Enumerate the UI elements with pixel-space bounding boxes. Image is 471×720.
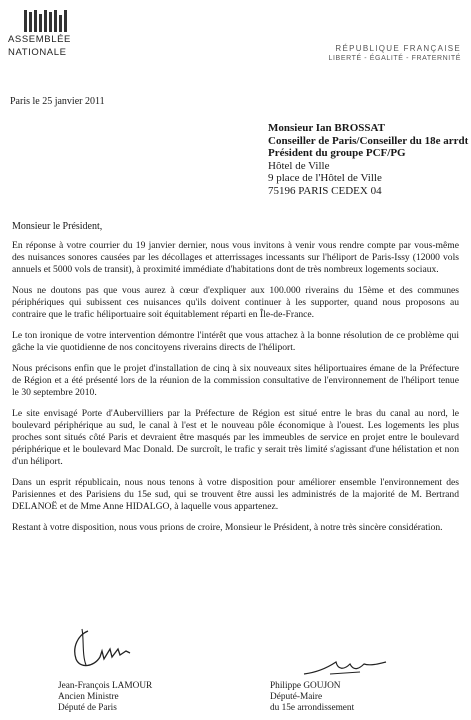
institution-line1: ASSEMBLÉE — [8, 34, 71, 45]
paragraph: Dans un esprit républicain, nous nous tenons à votre disposition pour améliorer ensemble l'environnement des Parisiennes et des Parisiens du 15e sud, qui se trouvent être aussi les administrés de la majorité de M. Bertrand DELANOË et de Mme Anne HIDALGO, à laquelle vous appartenez. — [12, 477, 459, 512]
signatory-title: Député de Paris — [58, 703, 117, 713]
logo-bars-icon — [24, 10, 88, 32]
signatory-title: Ancien Ministre — [58, 692, 119, 702]
recipient-line: Conseiller de Paris/Conseiller du 18e arrdt — [268, 134, 469, 147]
signatory-name: Jean-François LAMOUR — [58, 681, 153, 691]
paragraph: Nous ne doutons pas que vous aurez à cœur d'expliquer aux 100.000 riverains du 15ème et des communes périphériques qui subissent ces nuisances qu'ils doivent continuer à les supporter, quand nous proposons au contraire que le trafic héliportuaire soit équitablement réparti en Île-de-France. — [12, 285, 459, 320]
paragraph: Le site envisagé Porte d'Aubervilliers par la Préfecture de Région est situé entre le bras du canal au nord, le boulevard périphérique au sud, le canal à l'est et le nouveau pôle économique à l'ouest. Les logements les plus proches sont situés côté Paris et devraient être masqués par les immeubles de service en projet entre le boulevard périphérique et le boulevard Mac Donald. De surcroît, le trafic y serait très limité s'agissant d'une hélistation et non d'un héliport. — [12, 408, 459, 467]
recipient-line: 75196 PARIS CEDEX 04 — [268, 184, 382, 197]
republique-label: RÉPUBLIQUE FRANÇAISE — [335, 44, 461, 53]
institution-line2: NATIONALE — [8, 47, 67, 58]
recipient-line: Hôtel de Ville — [268, 159, 330, 172]
recipient-block — [268, 122, 468, 197]
signatory-title: du 15e arrondissement — [270, 703, 355, 713]
recipient-line: Président du groupe PCF/PG — [268, 147, 406, 159]
recipient-line: Monsieur Ian BROSSAT — [268, 122, 385, 134]
republique-header — [329, 44, 461, 62]
signatory-goujon — [270, 681, 380, 714]
signatory-name: Philippe GOUJON — [270, 681, 341, 691]
assemblee-logo — [8, 10, 88, 58]
devise-label: LIBERTÉ - ÉGALITÉ - FRATERNITÉ — [328, 55, 461, 62]
signatory-lamour — [58, 681, 178, 714]
paragraph: Le ton ironique de votre intervention démontre l'intérêt que vous attachez à la bonne résolution de ce problème qui gâche la vie quotidienne de nos concitoyens riverains directs de l'héliport. — [12, 330, 459, 353]
paragraph: En réponse à votre courrier du 19 janvier dernier, nous vous invitons à venir vous rendre compte par vous-même des nuisances sonores causées par les décollages et atterrissages incessants sur l'héliport de Paris-Issy (12000 vols annuels et 5000 vols de transit), à proximité immédiate d'habitations dont de très nombreux logements sociaux. — [12, 240, 459, 275]
signature-lamour — [66, 625, 136, 675]
paragraph: Restant à votre disposition, nous vous prions de croire, Monsieur le Président, à notre très sincère considération. — [12, 522, 443, 533]
recipient-line: 9 place de l'Hôtel de Ville — [268, 172, 382, 184]
paragraph: Nous précisons enfin que le projet d'installation de cinq à six nouveaux sites héliportuaires émane de la Préfecture de Région et a été présenté lors de la réunion de la commission consultative de l'environnement de l'héliport tenue le 30 septembre 2010. — [12, 363, 459, 398]
salutation: Monsieur le Président, — [12, 221, 103, 232]
signatory-title: Député-Maire — [270, 692, 323, 702]
letter-body — [12, 240, 459, 543]
signature-goujon — [300, 652, 390, 682]
letter-date: Paris le 25 janvier 2011 — [10, 96, 105, 107]
